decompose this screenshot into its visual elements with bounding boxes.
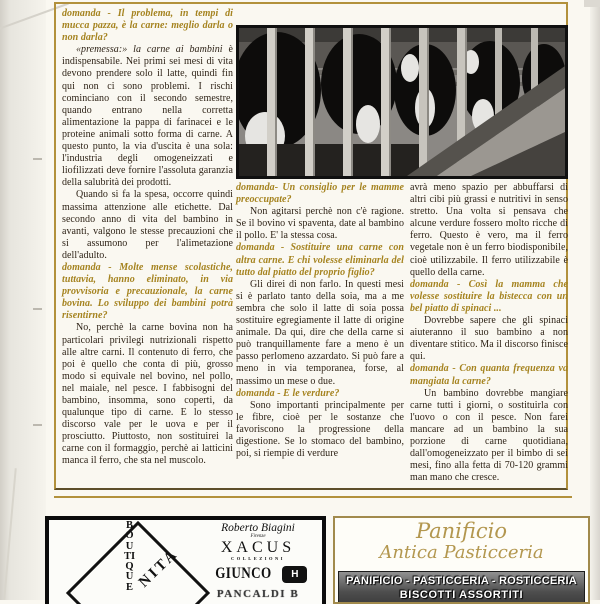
- giunco-h-logo-icon: H: [282, 566, 307, 583]
- scan-right-margin: [590, 0, 600, 600]
- answer-paragraph: Un bambino dovrebbe mangiare carne tutti i giorni, o sostituirla con l'uovo o con il pesce. Non farei mancare ad un bambino la sua porzione di carne quotidiana, dall'omogeneizzato per il bimbo di sei mesi, fino alla fetta di 70-120 grammi man mano che cresce.: [410, 387, 568, 484]
- answer-paragraph: Gli direi di non farlo. In questi mesi si è parlato tanto della soia, ma a me sembra che solo il latte di soia possa sostituire egregiamente il latte di origine animale. Da qui, dire che della carne si può tranquillamente fare a meno è un passo perlomeno azzardato. Si può fare a meno in via temporanea, forse, al massimo un mese o due.: [236, 278, 404, 387]
- brand-giunco-row: [197, 565, 319, 583]
- scan-corner-mark: [584, 0, 600, 7]
- cows-photo: [236, 25, 568, 179]
- article-column-1: [62, 8, 233, 468]
- banner-biscotti-line: BISCOTTI ASSORTITI: [399, 589, 524, 601]
- answer-text: è indispensabile. Nei primi sei mesi di vita devono prendere solo il latte, quindi fin qui non ci sono problemi. I rischi cominciano con il secondo semestre, quando entrano nella corretta alimentazione la pappa di farinacei e le proteine animali sotto forma di carne. A questo punto, la via d'uscita è una sola: l'industria degli omogeneizzati e liofilizzati deve fornire l'assoluta garanzia della salubrità dei prodotti.: [62, 44, 233, 189]
- question-heading: domanda - Così la mamma che volesse sostituire la bistecca con un bel piatto di spinaci ...: [410, 278, 568, 314]
- ad-brand-list: [197, 522, 319, 600]
- margin-mark: [33, 158, 42, 160]
- article-column-2: [236, 182, 404, 460]
- question-heading: domanda- Un consiglio per le mamme preoccupate?: [236, 182, 404, 206]
- question-heading: domanda - Sostituire una carne con altra carne. E chi volesse eliminarla del tutto dal piatto del proprio figlio?: [236, 242, 404, 278]
- margin-mark: [33, 424, 42, 426]
- brand-roberto-biagini: Roberto Biagini: [221, 522, 295, 534]
- diamond-shape: [66, 521, 210, 604]
- antica-pasticceria-script: Antica Pasticceria: [379, 542, 544, 563]
- ad-boutique: [45, 516, 326, 604]
- brand-roberto-biagini-sub: Firenze: [250, 534, 266, 539]
- answer-paragraph: Non agitarsi perchè non c'è ragione. Se il bovino vi spaventa, date al bambino il pollo. E' la stessa cosa.: [236, 206, 404, 242]
- boutique-diagonal-text: NITA: [135, 545, 182, 591]
- boutique-vertical-text: BOUTIQUE: [123, 520, 136, 593]
- margin-mark: [33, 308, 42, 310]
- answer-paragraph: Dovrebbe sapere che gli spinaci aiuteranno il suo bambino a non diventare stitico. Ma il discorso finisce qui.: [410, 315, 568, 363]
- question-heading: domanda - Il problema, in tempi di mucca pazza, è la carne: meglio darla o non darla?: [62, 8, 233, 44]
- panificio-photo-banner: [338, 571, 585, 604]
- panificio-script-title: Panificio: [415, 519, 508, 543]
- article-column-3: [410, 182, 568, 484]
- cows-photo-art: [239, 28, 565, 176]
- brand-giunco: GIUNCO: [214, 565, 272, 582]
- answer-paragraph: Quando si fa la spesa, occorre quindi massima attenzione alle etichette. Dal secondo anno di vita del bambino in avanti, valgono le stesse precauzioni che si assumono per l'alimetazione dell'adulto.: [62, 189, 233, 261]
- brand-xacus: XACUS: [220, 539, 296, 556]
- ad-panificio: [333, 516, 590, 604]
- question-heading: domanda - Con quanta frequenza va mangiata la carne?: [410, 363, 568, 387]
- question-heading: domanda - Molte mense scolastiche, tuttavia, hanno eliminato, in via provvisoria e precauzionale, la carne bovina. Lo sviluppo dei bambini potrà risentirne?: [62, 261, 233, 322]
- answer-lead-italic: «premessa:» la carne ai bambini: [76, 44, 223, 56]
- brand-xacus-sub: COLLEZIONI: [230, 556, 285, 561]
- answer-paragraph-continued: avrà meno spazio per abbuffarsi di altri cibi più grassi e nutritivi in senso stretto. Una volta si pensava che alcune verdure fossero molto ricche di ferro. Questo è vero, ma il ferro vegetale non è un ferro biodisponibile, cioè utilizzabile. Il ferro utilizzabile è quello della carne.: [410, 182, 568, 278]
- scan-left-margin: [0, 0, 46, 600]
- answer-paragraph: No, perchè la carne bovina non ha particolari privilegi nutrizionali rispetto alle altre carni. Il contenuto di ferro, che poi è quello che conta di più, grosso modo si equivale nel bovino, nel pollo, nel maiale, nel pesce. I fabbisogni del bambino, insomma, sono coperti, da qualunque tipo di carne. E lo stesso discorso vale per le uova e per il prosciutto. Piuttosto, non sostituirei la carne con il formaggio, perchè ai latticini manca il ferro, che sta nel muscolo.: [62, 322, 233, 467]
- article-frame-underline: [54, 496, 572, 498]
- answer-paragraph: Sono importanti principalmente per le fibre, cioè per le sostanze che favoriscono la progressione della digestione. Se lo stomaco del bambino, poi, si riempie di verdure: [236, 399, 404, 460]
- brand-pancaldi: PANCALDI B: [216, 588, 300, 600]
- question-heading: domanda - E le verdure?: [236, 387, 340, 399]
- banner-services-line: PANIFICIO - PASTICCERIA - ROSTICCERIA: [346, 575, 577, 587]
- answer-paragraph: [62, 44, 233, 189]
